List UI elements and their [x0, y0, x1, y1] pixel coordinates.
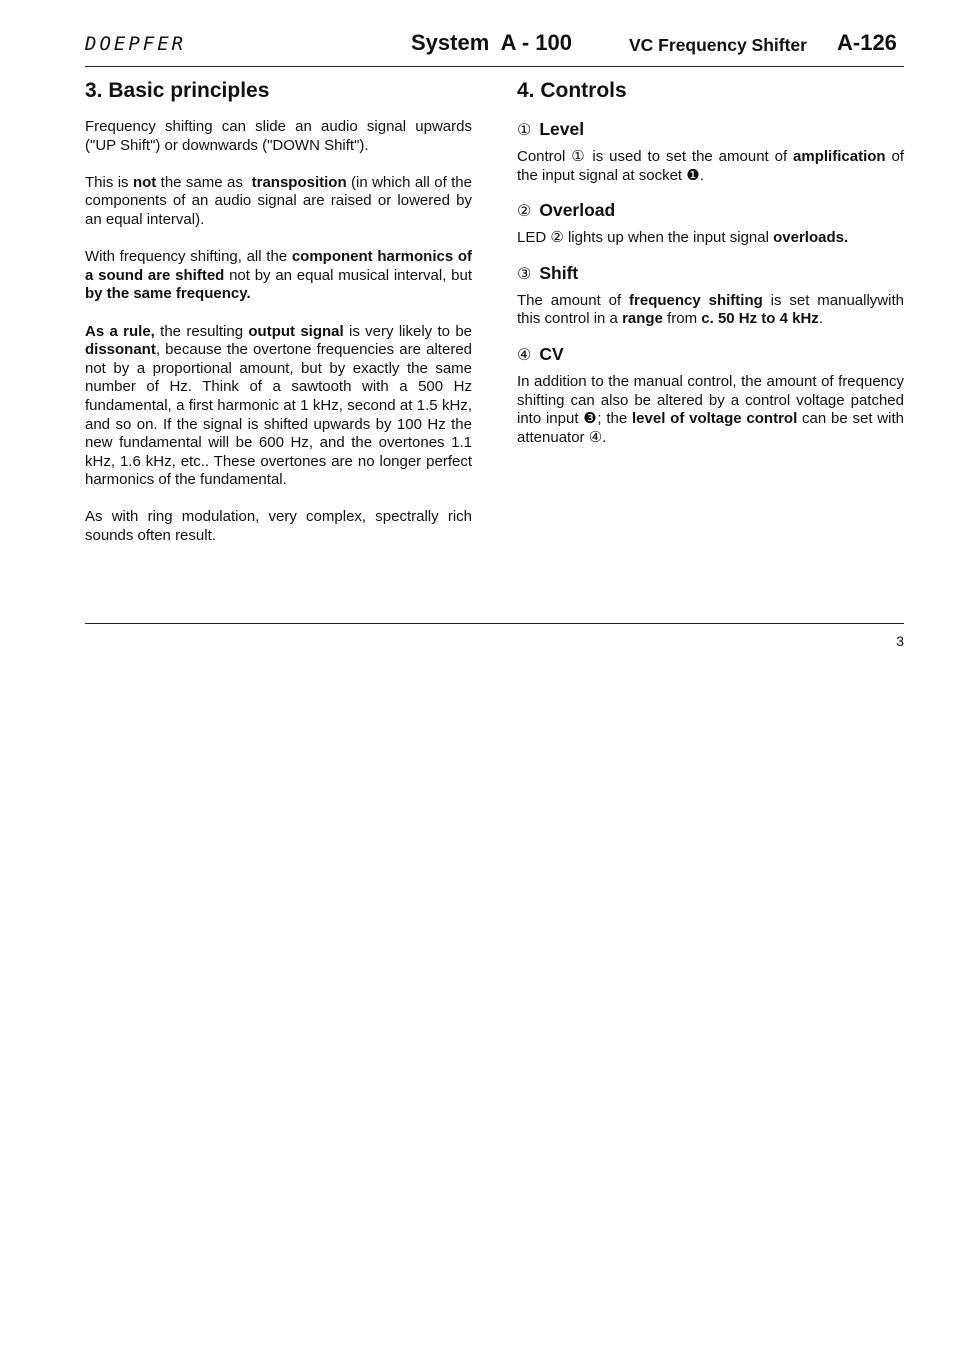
control-description-cv: In addition to the manual control, the amount of frequency shifting can also be altered by a control voltage patched into input ❸; the level of voltage control can be set with attenuator ④.: [517, 372, 904, 446]
page-header: [85, 28, 904, 67]
paragraph: This is not the same as transposition (in which all of the components of an audio signal are raised or lowered by an equal interval).: [85, 173, 472, 228]
paragraph: As a rule, the resulting output signal is very likely to be dissonant, because the overtone frequencies are altered not by a proportional amount, but by exactly the same number of Hz. Think of a sawtooth with a 500 Hz fundamental, a first harmonic at 1 kHz, second at 1.5 kHz, and so on. If the signal is shifted upwards by 100 Hz the new fundamental will be 600 Hz, and the overtones 1.1 kHz, 1.6 kHz, etc.. These overtones are no longer perfect harmonics of the fundamental.: [85, 322, 473, 489]
control-description-overload: LED ② lights up when the input signal overloads.: [517, 229, 849, 247]
control-description-level: Control ① is used to set the amount of amplification of the input signal at socket ❶.: [517, 148, 904, 184]
control-heading-level: ① Level: [517, 119, 585, 139]
control-description-shift: The amount of frequency shifting is set manuallywith this control in a range from c. 50 Hz to 4 kHz.: [517, 291, 904, 328]
controls-section: [517, 76, 904, 459]
system-title: System A - 100: [411, 30, 573, 55]
footer-divider: [85, 623, 904, 624]
module-id: A-126: [837, 30, 897, 55]
control-heading-overload: ② Overload: [517, 200, 616, 221]
basic-principles-section: [85, 76, 472, 564]
control-heading-cv: ④ CV: [517, 343, 564, 364]
paragraph: Frequency shifting can slide an audio signal upwards ("UP Shift") or downwards ("DOWN Shift").: [85, 118, 472, 154]
page-number: 3: [896, 633, 904, 649]
control-heading-shift: ③ Shift: [517, 262, 579, 283]
module-name: VC Frequency Shifter: [629, 35, 807, 55]
section-title: 3. Basic principles: [85, 79, 270, 102]
brand-logo: DOEPFER: [85, 33, 187, 55]
paragraph: With frequency shifting, all the component harmonics of a sound are shifted not by an equal musical interval, but by the same frequency.: [85, 248, 473, 303]
paragraph: As with ring modulation, very complex, spectrally rich sounds often result.: [85, 508, 472, 545]
section-title: 4. Controls: [517, 79, 627, 102]
